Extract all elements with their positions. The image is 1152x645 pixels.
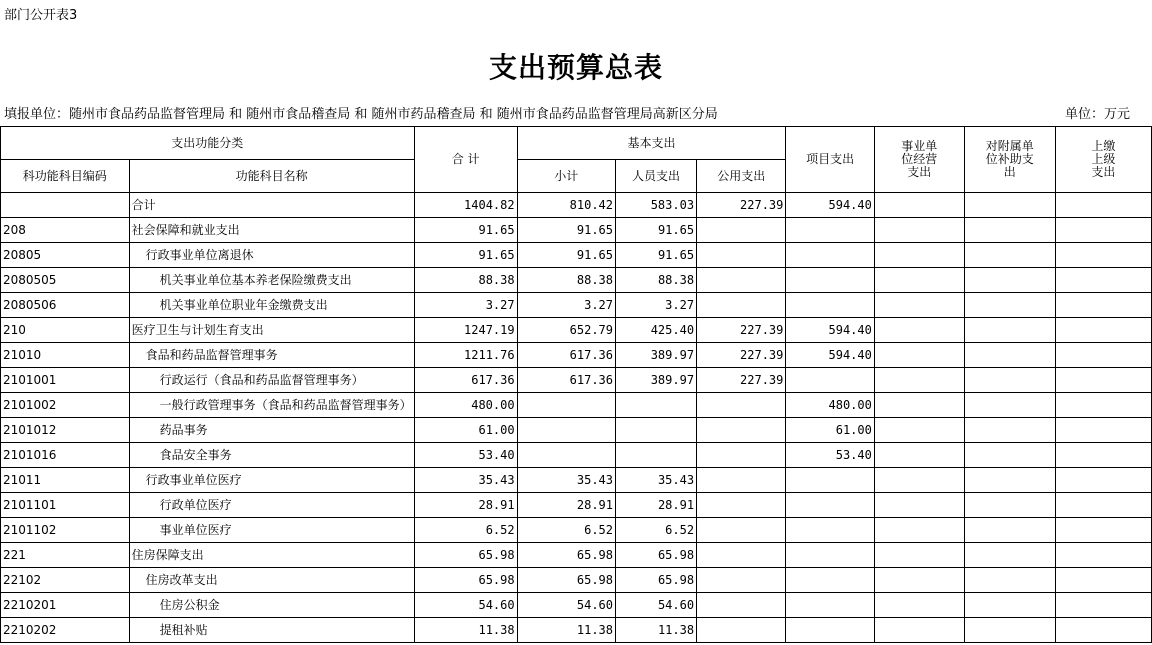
table-row (1, 593, 1152, 618)
cell-subtotal: 65.98 (517, 543, 615, 568)
table-row (1, 268, 1152, 293)
cell-upper (1055, 618, 1151, 643)
cell-public (697, 218, 786, 243)
cell-subtotal (517, 418, 615, 443)
table-row (1, 418, 1152, 443)
cell-personnel: 3.27 (616, 293, 697, 318)
cell-public (697, 293, 786, 318)
cell-public (697, 268, 786, 293)
header-upper: 上缴上级支出 (1055, 127, 1151, 193)
table-row (1, 568, 1152, 593)
cell-project (786, 618, 874, 643)
cell-project (786, 568, 874, 593)
cell-upper (1055, 443, 1151, 468)
cell-personnel: 425.40 (616, 318, 697, 343)
cell-upper (1055, 268, 1151, 293)
cell-name: 食品安全事务 (129, 443, 414, 468)
header-func-class: 支出功能分类 (1, 127, 415, 160)
table-row (1, 518, 1152, 543)
cell-personnel: 35.43 (616, 468, 697, 493)
header-affiliated: 对附属单位补助支出 (964, 127, 1055, 193)
cell-personnel: 65.98 (616, 568, 697, 593)
cell-affiliated (964, 393, 1055, 418)
cell-name: 住房公积金 (129, 593, 414, 618)
cell-subtotal: 617.36 (517, 343, 615, 368)
sheet-label: 部门公开表3 (4, 8, 78, 23)
cell-affiliated (964, 318, 1055, 343)
cell-affiliated (964, 493, 1055, 518)
cell-affiliated (964, 543, 1055, 568)
cell-public (697, 243, 786, 268)
cell-project: 53.40 (786, 443, 874, 468)
filling-unit: 填报单位：随州市食品药品监督管理局 和 随州市食品稽查局 和 随州市药品稽查局 和 随州市食品药品监督管理局高新区分局 (4, 107, 718, 122)
cell-public-unit (874, 593, 964, 618)
cell-code: 208 (1, 218, 130, 243)
cell-total: 61.00 (414, 418, 517, 443)
cell-upper (1055, 468, 1151, 493)
cell-total: 617.36 (414, 368, 517, 393)
cell-personnel: 583.03 (616, 193, 697, 218)
cell-affiliated (964, 418, 1055, 443)
cell-affiliated (964, 368, 1055, 393)
cell-code: 2080506 (1, 293, 130, 318)
cell-project: 594.40 (786, 318, 874, 343)
cell-upper (1055, 393, 1151, 418)
cell-total: 53.40 (414, 443, 517, 468)
cell-public-unit (874, 418, 964, 443)
cell-code: 2210202 (1, 618, 130, 643)
cell-public-unit (874, 343, 964, 368)
cell-subtotal: 91.65 (517, 243, 615, 268)
cell-upper (1055, 493, 1151, 518)
cell-project (786, 243, 874, 268)
cell-total: 11.38 (414, 618, 517, 643)
page-title: 支出预算总表 (488, 51, 663, 84)
cell-public-unit (874, 618, 964, 643)
cell-subtotal: 65.98 (517, 568, 615, 593)
cell-public-unit (874, 193, 964, 218)
cell-upper (1055, 318, 1151, 343)
cell-personnel: 54.60 (616, 593, 697, 618)
cell-upper (1055, 243, 1151, 268)
cell-upper (1055, 543, 1151, 568)
cell-personnel: 6.52 (616, 518, 697, 543)
cell-public-unit (874, 293, 964, 318)
cell-name: 提租补贴 (129, 618, 414, 643)
cell-public-unit (874, 268, 964, 293)
cell-code: 2101012 (1, 418, 130, 443)
cell-public (697, 593, 786, 618)
cell-total: 6.52 (414, 518, 517, 543)
cell-project (786, 218, 874, 243)
cell-upper (1055, 593, 1151, 618)
cell-personnel: 88.38 (616, 268, 697, 293)
cell-subtotal: 652.79 (517, 318, 615, 343)
cell-public (697, 468, 786, 493)
cell-subtotal: 810.42 (517, 193, 615, 218)
cell-public-unit (874, 218, 964, 243)
cell-name: 机关事业单位职业年金缴费支出 (129, 293, 414, 318)
cell-public-unit (874, 468, 964, 493)
cell-public (697, 493, 786, 518)
cell-code: 210 (1, 318, 130, 343)
cell-code: 22102 (1, 568, 130, 593)
cell-affiliated (964, 193, 1055, 218)
cell-code: 2101102 (1, 518, 130, 543)
cell-project (786, 493, 874, 518)
cell-affiliated (964, 568, 1055, 593)
cell-personnel: 11.38 (616, 618, 697, 643)
cell-public-unit (874, 518, 964, 543)
table-row (1, 493, 1152, 518)
header-subtotal: 小计 (517, 160, 615, 193)
cell-public-unit (874, 318, 964, 343)
cell-public-unit (874, 443, 964, 468)
cell-total: 91.65 (414, 243, 517, 268)
cell-code: 2101001 (1, 368, 130, 393)
cell-public-unit (874, 393, 964, 418)
table-row (1, 443, 1152, 468)
cell-name: 社会保障和就业支出 (129, 218, 414, 243)
cell-total: 1211.76 (414, 343, 517, 368)
cell-name: 药品事务 (129, 418, 414, 443)
cell-name: 行政事业单位离退休 (129, 243, 414, 268)
cell-code: 2101101 (1, 493, 130, 518)
header-code: 科功能科目编码 (1, 160, 130, 193)
cell-name: 食品和药品监督管理事务 (129, 343, 414, 368)
cell-name: 住房改革支出 (129, 568, 414, 593)
cell-public-unit (874, 568, 964, 593)
cell-subtotal: 617.36 (517, 368, 615, 393)
cell-public: 227.39 (697, 343, 786, 368)
cell-affiliated (964, 293, 1055, 318)
cell-personnel (616, 418, 697, 443)
cell-public (697, 543, 786, 568)
cell-project (786, 593, 874, 618)
cell-code: 21010 (1, 343, 130, 368)
cell-total: 65.98 (414, 568, 517, 593)
cell-upper (1055, 293, 1151, 318)
cell-upper (1055, 568, 1151, 593)
cell-name: 行政单位医疗 (129, 493, 414, 518)
table-row (1, 243, 1152, 268)
cell-name: 行政运行（食品和药品监督管理事务） (129, 368, 414, 393)
cell-public: 227.39 (697, 318, 786, 343)
cell-public (697, 418, 786, 443)
table-row (1, 293, 1152, 318)
cell-upper (1055, 343, 1151, 368)
header-basic: 基本支出 (517, 127, 786, 160)
cell-affiliated (964, 243, 1055, 268)
header-total: 合 计 (414, 127, 517, 193)
cell-public: 227.39 (697, 368, 786, 393)
cell-personnel (616, 443, 697, 468)
table-row (1, 618, 1152, 643)
cell-public: 227.39 (697, 193, 786, 218)
cell-upper (1055, 218, 1151, 243)
cell-personnel: 91.65 (616, 218, 697, 243)
table-row (1, 393, 1152, 418)
cell-subtotal: 28.91 (517, 493, 615, 518)
cell-project: 480.00 (786, 393, 874, 418)
cell-subtotal: 6.52 (517, 518, 615, 543)
table-row (1, 543, 1152, 568)
cell-personnel: 389.97 (616, 368, 697, 393)
cell-total: 88.38 (414, 268, 517, 293)
cell-code: 21011 (1, 468, 130, 493)
cell-total: 54.60 (414, 593, 517, 618)
cell-affiliated (964, 268, 1055, 293)
cell-personnel (616, 393, 697, 418)
table-row (1, 193, 1152, 218)
cell-affiliated (964, 343, 1055, 368)
cell-total: 28.91 (414, 493, 517, 518)
header-public-unit: 事业单位经营支出 (874, 127, 964, 193)
cell-subtotal: 88.38 (517, 268, 615, 293)
cell-personnel: 389.97 (616, 343, 697, 368)
cell-total: 91.65 (414, 218, 517, 243)
cell-name: 医疗卫生与计划生育支出 (129, 318, 414, 343)
header-project: 项目支出 (786, 127, 874, 193)
cell-project: 61.00 (786, 418, 874, 443)
cell-project (786, 268, 874, 293)
cell-name: 住房保障支出 (129, 543, 414, 568)
table-row (1, 368, 1152, 393)
budget-table (0, 126, 1152, 643)
cell-name: 一般行政管理事务（食品和药品监督管理事务） (129, 393, 414, 418)
cell-total: 65.98 (414, 543, 517, 568)
currency-unit: 单位：万元 (1064, 107, 1130, 122)
cell-public (697, 618, 786, 643)
cell-public (697, 518, 786, 543)
cell-code: 2210201 (1, 593, 130, 618)
cell-affiliated (964, 518, 1055, 543)
cell-total: 1404.82 (414, 193, 517, 218)
cell-public-unit (874, 543, 964, 568)
cell-public-unit (874, 243, 964, 268)
cell-project: 594.40 (786, 193, 874, 218)
cell-personnel: 28.91 (616, 493, 697, 518)
cell-total: 1247.19 (414, 318, 517, 343)
cell-name: 事业单位医疗 (129, 518, 414, 543)
cell-name: 行政事业单位医疗 (129, 468, 414, 493)
cell-subtotal: 91.65 (517, 218, 615, 243)
table-row (1, 343, 1152, 368)
cell-affiliated (964, 593, 1055, 618)
cell-subtotal (517, 443, 615, 468)
cell-public-unit (874, 493, 964, 518)
header-personnel: 人员支出 (616, 160, 697, 193)
cell-total: 35.43 (414, 468, 517, 493)
cell-project (786, 293, 874, 318)
cell-code: 221 (1, 543, 130, 568)
cell-subtotal: 3.27 (517, 293, 615, 318)
table-row (1, 468, 1152, 493)
cell-code: 20805 (1, 243, 130, 268)
cell-total: 480.00 (414, 393, 517, 418)
cell-upper (1055, 193, 1151, 218)
cell-upper (1055, 518, 1151, 543)
cell-code: 2080505 (1, 268, 130, 293)
header-public: 公用支出 (697, 160, 786, 193)
cell-affiliated (964, 443, 1055, 468)
cell-project (786, 468, 874, 493)
cell-code: 2101002 (1, 393, 130, 418)
cell-public (697, 568, 786, 593)
cell-personnel: 91.65 (616, 243, 697, 268)
table-row (1, 318, 1152, 343)
cell-subtotal: 11.38 (517, 618, 615, 643)
cell-affiliated (964, 218, 1055, 243)
header-name: 功能科目名称 (129, 160, 414, 193)
cell-upper (1055, 368, 1151, 393)
cell-project: 594.40 (786, 343, 874, 368)
cell-total: 3.27 (414, 293, 517, 318)
cell-project (786, 543, 874, 568)
cell-subtotal: 54.60 (517, 593, 615, 618)
cell-subtotal: 35.43 (517, 468, 615, 493)
cell-subtotal (517, 393, 615, 418)
cell-code (1, 193, 130, 218)
cell-name: 合计 (129, 193, 414, 218)
cell-name: 机关事业单位基本养老保险缴费支出 (129, 268, 414, 293)
cell-public-unit (874, 368, 964, 393)
cell-public (697, 393, 786, 418)
cell-code: 2101016 (1, 443, 130, 468)
cell-personnel: 65.98 (616, 543, 697, 568)
cell-project (786, 518, 874, 543)
table-row (1, 218, 1152, 243)
cell-public (697, 443, 786, 468)
cell-project (786, 368, 874, 393)
cell-affiliated (964, 618, 1055, 643)
cell-affiliated (964, 468, 1055, 493)
cell-upper (1055, 418, 1151, 443)
